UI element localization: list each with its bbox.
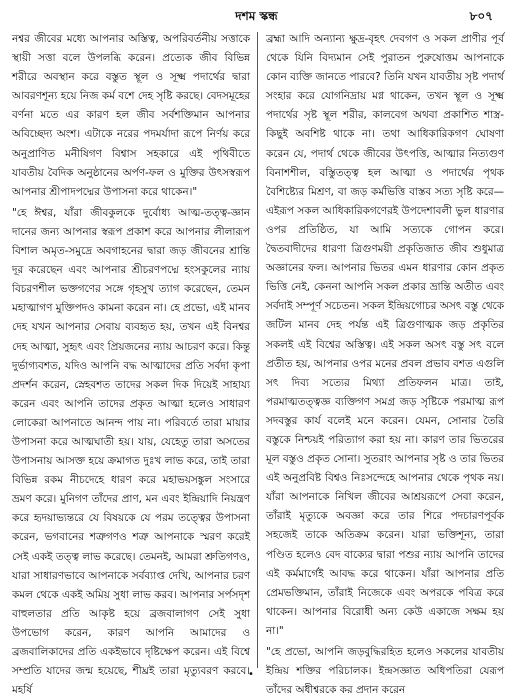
page-number: ৮০৭ bbox=[469, 9, 493, 23]
column-divider bbox=[257, 32, 258, 668]
paragraph: নশ্বর জীবের মধ্যে আপনার অস্তিত্ব, অপরিবর্তনীয় সত্তাকে স্থায়ী সত্তা বলে উপলব্ধি করেন। প্রত্যেক জীব বিভিন্ন শরীরে অবস্থান করে বস্তুত স্থূল ও সূক্ষ্ম পদার্থের দ্বারা আবরণশূন্য হয়ে নিজ কর্ম বশে দেহ সৃষ্টি করছে। বেদসমূহের বর্ণনা মতে এর কারণ হল জীব সর্বশক্তিমান আপনার অবিচ্ছেদ্য অংশ। এটাকে নরের পদমর্যাদা রূপে নির্ণয় করে অনুপ্রাণিত মনীষিগণ বিশ্বাস সহকারে এই পৃথিবীতে যাবতীয় বৈদিক অনুষ্ঠানের অর্পণ-ফল ও মুক্তির উৎসস্বরূপ আপনার শ্রীপাদপদ্মের উপাসনা করে থাকেন।" bbox=[12, 33, 250, 198]
left-column bbox=[12, 30, 250, 697]
chapter-heading: দশম স্কন্ধ bbox=[235, 9, 278, 23]
right-column bbox=[266, 30, 504, 697]
paragraph: "হে ঈশ্বর, যাঁরা জীবকুলকে দুর্বোধ্য আত্ম-তত্ত্ব-জ্ঞান দানের জন্য আপনার স্বরূপ প্রকাশ করে আপনার লীলারূপ বিশাল অমৃত-সমুদ্রে অবগাহনের দ্বারা জড় জীবনের শ্রান্তি দূর করেছেন এবং আপনার শ্রীচরণপদ্মে হংসকুলের ন্যায় বিচরণশীল ভক্তগণের সঙ্গে গৃহসুখ ত্যাগ করেছেন, তেমন মহাত্মাগণ মুক্তিপদও কামনা করেন না। হে প্রভো, এই মানব দেহ যখন আপনার সেবায় ব্যবহৃত হয়, তখন এই বিনশ্বর দেহ আত্মা, সুহৃৎ এবং প্রিয়জনের ন্যায় আচরণ করে। কিন্তু দুর্ভাগ্যবশত, যদিও আপনি বদ্ধ আত্মাদের প্রতি সর্বদা কৃপা প্রদর্শন করেন, স্নেহবশত তাদের সকল দিক দিয়েই সাহায্য করেন এবং আপনি তাদের প্রকৃত আত্মা হলেও সাধারণ লোকেরা আপনাতে আনন্দ পায় না। পরিবর্তে তারা মায়ার উপাসনা করে আত্মঘাতী হয়। যায়, যেহেতু তারা অসতের উপাসনায় আসক্ত হয়ে ক্রমাগত দুঃখ লাভ করে, তাই তারা বিভিন্ন রকম নীচদেহে ধারণ করে মহাভয়সঙ্কুল সংসারে ভ্রমণ করে। মুনিগণ তাঁদের প্রাণ, মন এবং ইন্দ্রিয়াদি নিয়ন্ত্রণ করে হৃদয়াভ্যন্তরে যে বিষয়কে যে পরম তত্ত্বের উপাসনা করেন, ভগবানের শত্রুগণও শত্রু আপনাকে স্মরণ করেই সেই একই তত্ত্ব লাভ করেছে। তেমনই, আমরা শ্রুতিগণও, যারা সাধারণভাবে আপনাকে সর্বব্যাপ্ত দেখি, আপনার চরণ কমল থেকে একই অমিয় সুধা লাভ করব। আপনার সর্পসদৃশ বাহুলতার প্রতি আকৃষ্ট হয়ে ব্রজবালাগণ সেই সুধা উপভোগ করেন, কারণ আপনি আমাদের ও ব্রজবালিকাদের প্রতি একইভাবে দৃষ্টিক্ষেপ করেন। এই বিশ্বে সম্প্রতি যাদের জন্ম হয়েছে, শীঘ্রই তারা মৃত্যুবরণ করবে। মহর্ষি bbox=[12, 206, 250, 697]
paragraph: ব্রহ্মা আদি অন্যান্য ক্ষুদ্র-বৃহৎ দেবগণ ও সকল প্রাণীর পূর্ব থেকে যিনি বিদ্যমান সেই পুরাতন পুরুষোত্তম আপনাকে কোন ব্যক্তি জানতে পারবে? তিনি যখন যাবতীয় সৃষ্ট পদার্থ সংহার করে যোগনিদ্রায় মগ্ন থাকেন, তখন স্থূল ও সূক্ষ্ম পদার্থের সৃষ্ট স্থূল শরীর, কালবেগ অথবা প্রকাশিত শাস্ত্র-কিছুই অবশিষ্ট থাকে না। তথা আধিকারিকগণ ঘোষণা করেন যে, পদার্থ থেকে জীবের উৎপত্তি, আত্মার নিত্যগুণ বিনাশশীল, বস্তুিতত্ত্ব হল আত্মা ও পদার্থের পৃথক বৈশিষ্ট্যের মিশ্রণ, বা জড় কর্মভিত্তি বাস্তব সত্য সৃষ্টি করে—এইরূপ সকল আধিকারিকগণেরই উপদেশাবলী ভুল ধারণার ওপর প্রতিষ্ঠিত, যা আমি সত্যকে গোপন করে। দ্বৈতবাদীদের ধারণা ত্রিগুণময়ী প্রকৃতিজাত জীব শুধুমাত্র অজ্ঞানের ফল। আপনার ভিতর এমন ধারণার কোন প্রকৃত ভিত্তি নেই, কেননা আপনি সকল প্রকার ভ্রান্তি অতীত এবং সর্বদাই সম্পূর্ণ সচেতন। সকল ইন্দ্রিয়গোচর অসৎ বস্তু থেকে জটিল মানব দেহ পর্যন্ত এই ত্রিগুণাত্মক জড় প্রকৃতির সকলই এই বিশ্বের অস্তিত্ব। এই সকল অসৎ বস্তু সৎ বলে প্রতীত হয়, আপনার ওপর মনের প্রবল প্রভাব বশত এগুলি সৎ দিব্য সত্যের মিথ্যা প্রতিফলন মাত্র। তাই, পরমাত্মতত্ত্বজ্ঞ ব্যক্তিগণ সমগ্র জড় সৃষ্টিকে পরমাত্ম রূপ সদবস্তুর কার্য বলেই মনে করেন। যেমন, সোনার তৈরি বস্তুকে নিশ্চয়ই পরিত্যাগ করা হয় না। কারণ তার ভিতরের মূল বস্তুও প্রকৃত সোনা। সুতরাং আপনার সৃষ্ট ও তার ভিতর এই অনুপ্রবিষ্ট বিশ্বও নিঃসন্দেহে আপনার থেকে পৃথক নয়। যাঁরা আপনাকে নিখিল জীবের আশ্রয়রূপে সেবা করেন, তাঁরাই মৃত্যুকে অবজ্ঞা করে তার শিরে পদচারণপূর্বক সহজেই তাকে অতিক্রম করেন। যারা ভক্তিশূন্য, তারা পণ্ডিত হলেও বেদ বাক্যের দ্বারা পশুর ন্যায় আপনি তাদের এই কর্মমার্গেই আবদ্ধ করে থাকেন। যাঁরা আপনার প্রতি প্রেমভক্তিমান, তাঁরাই নিজেকে এবং অপরকে পবিত্র করে থাকেন। আপনার বিরোধী অন্য কেউ একাজে সক্ষম হয় না।" bbox=[266, 33, 504, 637]
running-head bbox=[20, 8, 493, 26]
footer-mark: • bbox=[248, 669, 254, 680]
paragraph: "হে প্রভো, আপনি জড়বুদ্ধিরহিত হলেও সকলের যাবতীয় ইন্দ্রিয় শক্তির পরিচালক। ইন্দ্রসজ্ঞাত অধিপতিরা যেরূপ তাঁদের অধীশ্বরকে কর প্রদান করেন bbox=[266, 646, 504, 697]
